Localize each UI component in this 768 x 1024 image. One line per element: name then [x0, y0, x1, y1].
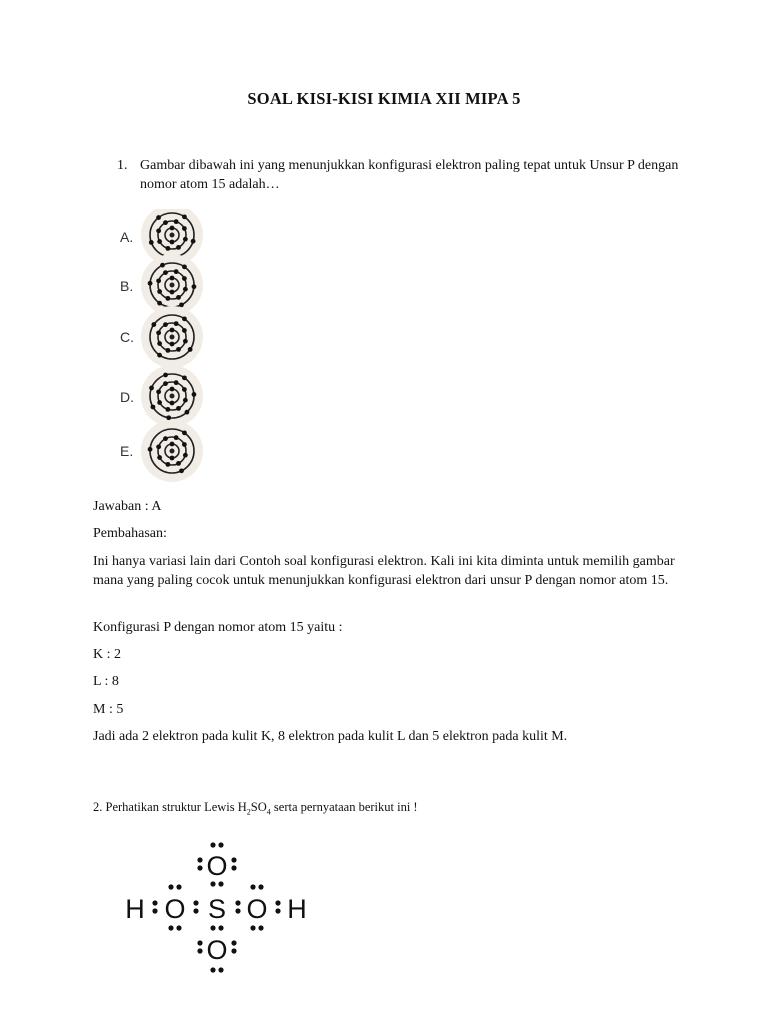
electron-dot [176, 406, 181, 411]
lewis-atom-h-right: H [287, 894, 307, 924]
electron-dot [182, 430, 187, 435]
electron-dot [188, 347, 193, 352]
electron-dot [174, 269, 179, 274]
atom-nucleus [170, 283, 175, 288]
electron-dot [160, 263, 165, 268]
electron-dot [156, 228, 161, 233]
q2-mid: SO [250, 800, 267, 814]
option-label: D. [120, 389, 134, 405]
lewis-atom-s: S [207, 894, 227, 924]
electron-dot [156, 215, 161, 220]
electron-dot [170, 442, 175, 447]
lewis-atom-o-right: O [246, 894, 268, 924]
electron-dot [157, 341, 162, 346]
electron-dot [163, 270, 168, 275]
electron-dot [165, 296, 170, 301]
electron-dot [183, 237, 188, 242]
electron-dot [170, 456, 175, 461]
shell-m: M : 5 [93, 702, 124, 717]
question-2 [93, 800, 693, 817]
conclusion-text: Jadi ada 2 elektron pada kulit K, 8 elektron pada kulit L dan 5 elektron pada kulit M. [93, 729, 568, 744]
electron-dot [182, 226, 187, 231]
q2-prefix: 2. Perhatikan struktur Lewis H [93, 800, 247, 814]
electron-dot [156, 444, 161, 449]
electron-dot [157, 239, 162, 244]
electron-dot [191, 239, 196, 244]
electron-dot [182, 264, 187, 269]
electron-dot [182, 276, 187, 281]
atom-nucleus [170, 449, 175, 454]
atom-diagrams [112, 209, 216, 483]
electron-dot [170, 387, 175, 392]
electron-dot [182, 387, 187, 392]
option-diagrams [112, 209, 216, 483]
atom-nucleus [170, 233, 175, 238]
electron-dot [157, 289, 162, 294]
electron-dot [176, 295, 181, 300]
electron-dot [156, 278, 161, 283]
option-label: E. [120, 443, 134, 459]
electron-dot [165, 462, 170, 467]
electron-dot [176, 245, 181, 250]
electron-dot [182, 442, 187, 447]
q2-suffix: serta pernyataan berikut ini ! [270, 800, 418, 814]
electron-dot [183, 287, 188, 292]
electron-dot [166, 415, 171, 420]
electron-dot [151, 405, 156, 410]
electron-dot [179, 468, 184, 473]
shell-l: L : 8 [93, 674, 119, 689]
page-title: SOAL KISI-KISI KIMIA XII MIPA 5 [247, 89, 521, 108]
electron-dot [179, 302, 184, 307]
electron-dot [170, 226, 175, 231]
electron-dot [170, 328, 175, 333]
discussion-label: Pembahasan: [93, 526, 167, 541]
question-text: Gambar dibawah ini yang menunjukkan konfigurasi elektron paling tepat untuk Unsur P dengan nomor atom 15 adalah… [140, 158, 679, 192]
electron-dot [183, 339, 188, 344]
electron-dot [157, 301, 162, 306]
option-label: A. [120, 229, 134, 245]
electron-dot [182, 328, 187, 333]
electron-dot [157, 455, 162, 460]
electron-dot [176, 347, 181, 352]
shell-k: K : 2 [93, 647, 121, 662]
electron-dot [174, 435, 179, 440]
electron-dot [182, 316, 187, 321]
electron-dot [185, 410, 190, 415]
electron-dot [149, 386, 154, 391]
question-number: 1. [117, 158, 128, 173]
lewis-atom-h-left: H [125, 894, 145, 924]
electron-dot [151, 322, 156, 327]
electron-dot [183, 453, 188, 458]
option-label: C. [120, 329, 134, 345]
lewis-atom-o-bottom: O [206, 935, 228, 965]
atom-nucleus [170, 335, 175, 340]
lewis-structure [118, 840, 318, 980]
electron-dot [149, 240, 154, 245]
electron-dot [174, 321, 179, 326]
electron-dot [183, 398, 188, 403]
config-intro: Konfigurasi P dengan nomor atom 15 yaitu : [93, 620, 343, 635]
q2-sub-o: 4 [266, 807, 271, 817]
lewis-atom-o-top: O [206, 851, 228, 881]
electron-dot [174, 380, 179, 385]
electron-dot [182, 214, 187, 219]
electron-dot [170, 240, 175, 245]
discussion-text: Ini hanya variasi lain dari Contoh soal konfigurasi elektron. Kali ini kita diminta untuk memilih gambar mana yang paling cocok untuk menunjukkan konfigurasi elektron dari unsur P dengan nomor atom 15. [93, 554, 675, 588]
electron-dot [156, 330, 161, 335]
electron-dot [157, 400, 162, 405]
electron-dot [192, 392, 197, 397]
q2-sub-h: 2 [246, 807, 251, 817]
electron-dot [165, 407, 170, 412]
electron-dot [148, 281, 153, 286]
electron-dot [174, 219, 179, 224]
electron-dot [170, 290, 175, 295]
electron-dot [192, 284, 197, 289]
electron-dot [165, 348, 170, 353]
lewis-atom-o-left: O [164, 894, 186, 924]
option-label: B. [120, 278, 134, 294]
electron-dot [163, 220, 168, 225]
electron-dot [170, 276, 175, 281]
electron-dot [163, 373, 168, 378]
answer-text: Jawaban : A [93, 499, 162, 514]
electron-dot [156, 389, 161, 394]
electron-dot [176, 461, 181, 466]
electron-dot [163, 381, 168, 386]
electron-dot [165, 246, 170, 251]
electron-dot [170, 342, 175, 347]
electron-dot [170, 401, 175, 406]
electron-dot [163, 436, 168, 441]
electron-dot [157, 353, 162, 358]
electron-dot [163, 322, 168, 327]
atom-nucleus [170, 394, 175, 399]
electron-dot [148, 447, 153, 452]
electron-dot [182, 375, 187, 380]
